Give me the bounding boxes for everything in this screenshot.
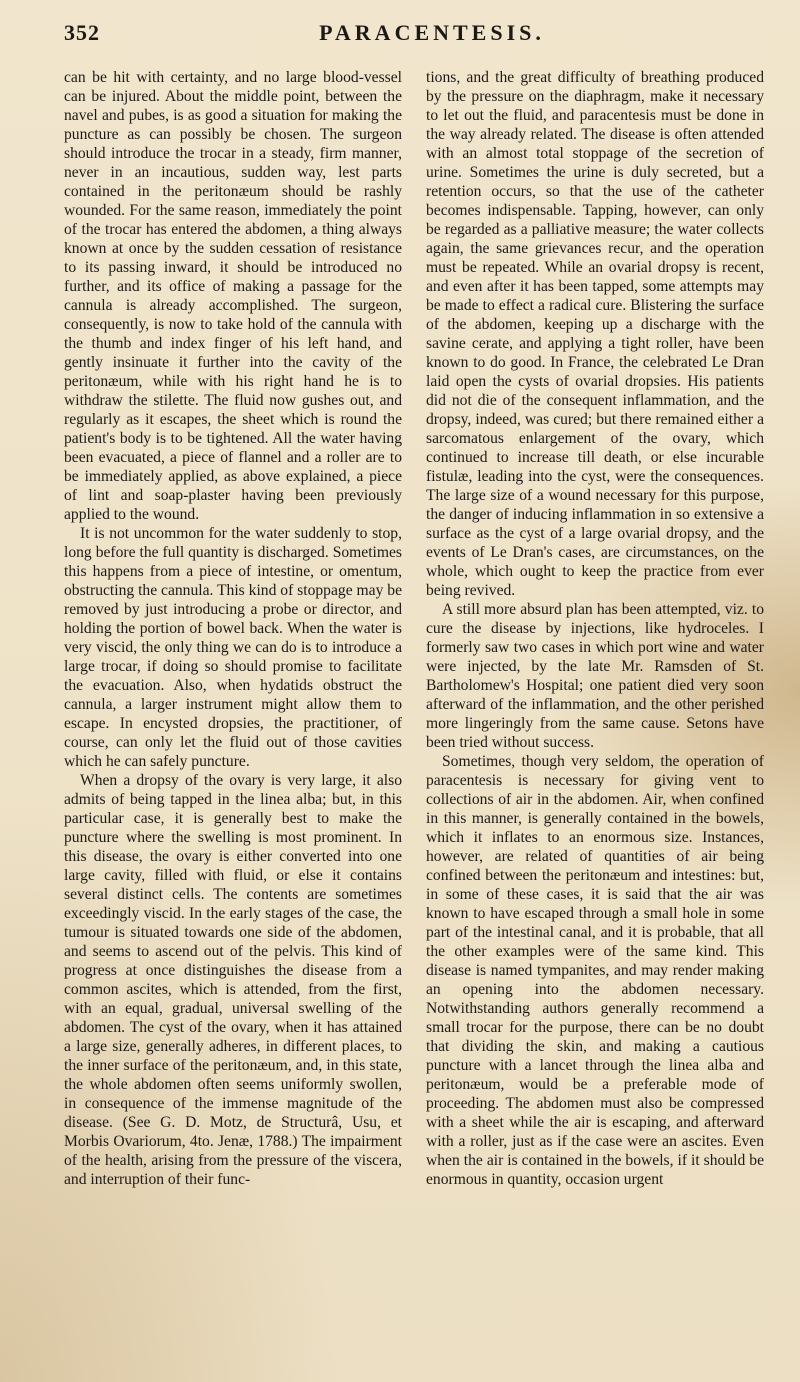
page-number: 352 xyxy=(64,20,100,45)
paragraph: It is not uncommon for the water suddenly to stop, long before the full quantity is discharged. Sometimes this happens from a piece of intestine, or omentum, obstructing the cannula. This kind of stoppage may be removed by just introducing a probe or director, and holding the portion of bowel back. When the water is very viscid, the only thing we can do is to introduce a large trocar, if doing so should promise to facilitate the evacuation. Also, when hydatids obstruct the cannula, a larger instrument might allow them to escape. In encysted dropsies, the practitioner, of course, can only let the fluid out of those cavities which he can safely puncture. xyxy=(64,525,402,770)
page-header xyxy=(64,20,760,54)
running-head: PARACENTESIS. xyxy=(319,20,545,45)
paragraph: A still more absurd plan has been attempted, viz. to cure the disease by injections, like hydroceles. I formerly saw two cases in which port wine and water were injected, by the late Mr. Ramsden of St. Bartholomew's Hospital; one patient died very soon afterward of the inflammation, and the other perished more lingeringly from the same cause. Setons have been tried without success. xyxy=(426,601,764,751)
text-columns xyxy=(64,68,764,1368)
paragraph: can be hit with certainty, and no large blood-vessel can be injured. About the middle point, between the navel and pubes, is as good a situation for making the puncture as can possibly be chosen. The surgeon should introduce the trocar in a steady, firm manner, never in an incautious, sudden way, lest parts contained in the peritonæum should be rashly wounded. For the same reason, immediately the point of the trocar has entered the abdomen, a thing always known at once by the sudden cessation of resistance to its passing inward, it should be introduced no further, and its office of making a passage for the cannula is already accomplished. The surgeon, consequently, is now to take hold of the cannula with the thumb and index finger of his left hand, and gently insinuate it further into the cavity of the peritonæum, while with his right hand he is to withdraw the stilette. The fluid now gushes out, and regularly as it escapes, the sheet which is round the patient's body is to be tightened. All the water having been evacuated, a piece of flannel and a roller are to be immediately applied, as above explained, a piece of lint and soap-plaster having been previously applied to the wound. xyxy=(64,69,402,523)
paragraph: When a dropsy of the ovary is very large, it also admits of being tapped in the linea alba; but, in this particular case, it is generally best to make the puncture where the swelling is most prominent. In this disease, the ovary is either converted into one large cavity, filled with fluid, or else it contains several distinct cells. The contents are sometimes exceedingly viscid. In the early stages of the case, the tumour is situated towards one side of the abdomen, and seems to ascend out of the pelvis. This kind of progress at once distinguishes the disease from a common ascites, which is attended, from the first, with an equal, gradual, universal swelling of the abdomen. The cyst of the ovary, when it has attained a large size, generally adheres, in different places, to the inner surface of the peritonæum, and, in this state, the whole abdomen often seems uniformly swollen, in consequence of the immense magnitude of the disease. (See G. D. Motz, de Structurâ, Usu, et Morbis Ovariorum, 4to. Jenæ, 1788.) The impairment of the health, arising from the pressure of the viscera, and interruption of their func- xyxy=(64,772,402,1188)
paragraph: tions, and the great difficulty of breathing produced by the pressure on the diaphragm, make it necessary to let out the fluid, and paracentesis must be done in the way already related. The disease is often attended with an almost total stoppage of the secretion of urine. Sometimes the urine is duly secreted, but a retention occurs, so that the use of the catheter becomes indispensable. Tapping, however, can only be regarded as a palliative measure; the water collects again, the same grievances recur, and the operation must be repeated. While an ovarial dropsy is recent, and even after it has been tapped, some attempts may be made to effect a radical cure. Blistering the surface of the abdomen, keeping up a discharge with the savine cerate, and applying a tight roller, have been known to do good. In France, the celebrated Le Dran laid open the cysts of ovarial dropsies. His patients did not die of the consequent inflammation, and the dropsy, indeed, was cured; but there remained either a sarcomatous enlargement of the ovary, which continued to increase till death, or else incurable fistulæ, leading into the cyst, were the consequences. The large size of a wound necessary for this purpose, the danger of inducing inflammation in so extensive a surface as the cyst of a large ovarial dropsy, and the events of Le Dran's cases, are circumstances, on the whole, which ought to keep the practice from ever being revived. xyxy=(426,69,764,599)
right-column xyxy=(426,68,764,1368)
paragraph: Sometimes, though very seldom, the operation of paracentesis is necessary for giving vent to collections of air in the abdomen. Air, when confined in this manner, is generally contained in the bowels, which it inflates to an enormous size. Instances, however, are related of quantities of air being confined between the peritonæum and intestines: but, in some of these cases, it is said that the air was known to have escaped through a small hole in some part of the intestinal canal, and it is probable, that all the other examples were of the same kind. This disease is named tympanites, and may render making an opening into the abdomen necessary. Notwithstanding authors generally recommend a small trocar for the purpose, there can be no doubt that dividing the skin, and making a cautious puncture with a lancet through the linea alba and peritonæum, would be a preferable mode of proceeding. The abdomen must also be compressed with a sheet while the air is escaping, and afterward with a roller, just as if the case were an ascites. Even when the air is contained in the bowels, if it should be enormous in quantity, occasion urgent xyxy=(426,753,764,1188)
left-column xyxy=(64,68,402,1368)
